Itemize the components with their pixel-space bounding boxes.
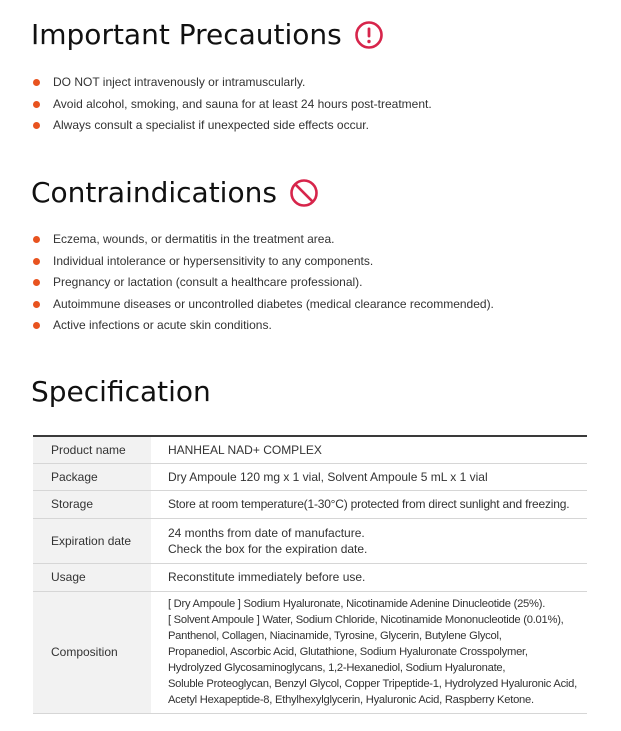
list-item: Autoimmune diseases or uncontrolled diabetes (medical clearance recommended). [33,294,494,316]
list-item: DO NOT inject intravenously or intramuscularly. [33,72,432,94]
contraindications-heading [31,176,319,209]
row-label: Usage [33,563,151,591]
row-label: Composition [33,591,151,713]
table-row [33,463,587,490]
table-row [33,563,587,591]
contraindications-list [33,229,494,337]
row-label: Product name [33,436,151,463]
table-row [33,518,587,563]
row-label: Expiration date [33,518,151,563]
list-item: Pregnancy or lactation (consult a healthcare professional). [33,272,494,294]
table-row [33,436,587,463]
list-item: Eczema, wounds, or dermatitis in the treatment area. [33,229,494,251]
precautions-heading [31,18,384,51]
precautions-title: Important Precautions [31,18,342,51]
precautions-list [33,72,432,137]
list-item: Avoid alcohol, smoking, and sauna for at least 24 hours post-treatment. [33,94,432,116]
row-value: HANHEAL NAD+ COMPLEX [151,436,587,463]
row-value: Store at room temperature(1-30°C) protected from direct sunlight and freezing. [151,490,587,518]
exclamation-circle-icon [354,20,384,50]
row-value: Dry Ampoule 120 mg x 1 vial, Solvent Ampoule 5 mL x 1 vial [151,463,587,490]
contraindications-title: Contraindications [31,176,277,209]
specification-table [33,435,587,714]
list-item: Active infections or acute skin conditions. [33,315,494,337]
table-row [33,591,587,713]
row-value: Reconstitute immediately before use. [151,563,587,591]
row-label: Storage [33,490,151,518]
table-row [33,490,587,518]
list-item: Always consult a specialist if unexpected side effects occur. [33,115,432,137]
row-label: Package [33,463,151,490]
specification-title: Specification [31,375,211,408]
row-value: [ Dry Ampoule ] Sodium Hyaluronate, Nicotinamide Adenine Dinucleotide (25%). [ Solvent Ampoule ] Water, Sodium Chloride, Nicotinamide Mononucleotide (0.01%), Panthenol, Collagen, Niacinamide, Tyrosine, Glycerin, Butylene Glycol, Propanediol, Ascorbic Acid, Glutathione, Sodium Hyaluronate Crosspolymer, Hydrolyzed Glycosaminoglycans, 1,2-Hexanediol, Sodium Hyaluronate, Soluble Proteoglycan, Benzyl Glycol, Copper Tripeptide-1, Hydrolyzed Hyaluronic Acid, Acetyl Hexapeptide-8, Ethylhexylglycerin, Hyaluronic Acid, Raspberry Ketone. [151,591,587,713]
list-item: Individual intolerance or hypersensitivity to any components. [33,251,494,273]
prohibited-icon [289,178,319,208]
specification-heading [31,375,211,408]
row-value: 24 months from date of manufacture. Check the box for the expiration date. [151,518,587,563]
